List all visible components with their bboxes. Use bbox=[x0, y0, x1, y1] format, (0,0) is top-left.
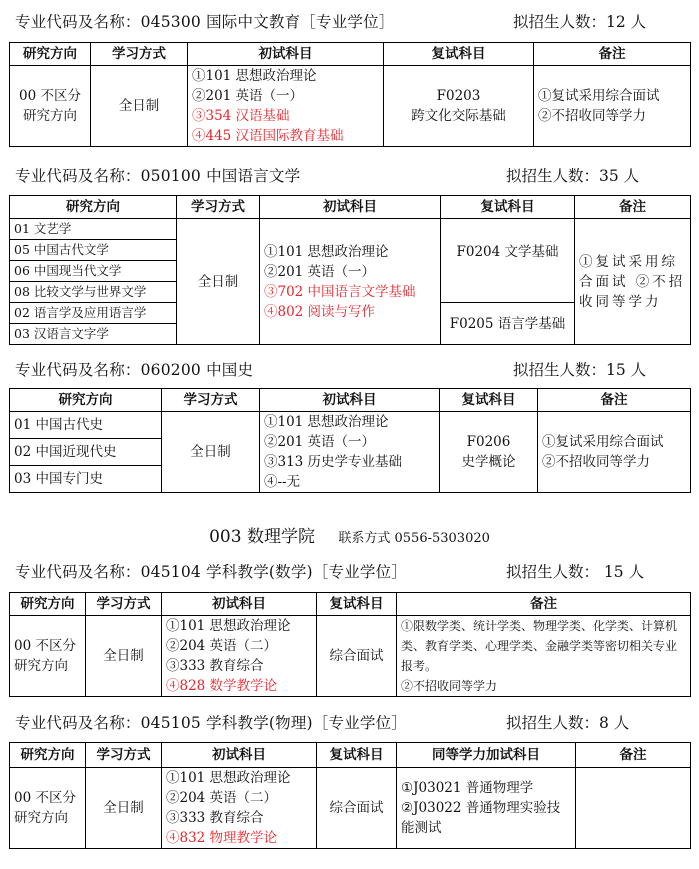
exam-subject-highlighted: ④832 物理教学论 bbox=[166, 830, 278, 846]
notes-cell bbox=[397, 616, 691, 697]
exam-subject: ②204 英语（二） bbox=[166, 790, 278, 806]
header-retest: 复试科目 bbox=[440, 389, 538, 412]
direction-cell: 03 汉语言文字学 bbox=[10, 324, 177, 345]
exam-subject: ①101 思想政治理论 bbox=[166, 770, 291, 786]
admission-table bbox=[9, 742, 691, 849]
exam-subject-highlighted: ④802 阅读与写作 bbox=[264, 303, 376, 320]
mode-cell: 全日制 bbox=[86, 616, 162, 697]
exam-subjects-cell bbox=[162, 616, 317, 697]
note-line: ①复试采用综合面试 bbox=[542, 434, 664, 450]
header-mode: 学习方式 bbox=[162, 389, 260, 412]
direction-cell: 08 比较文学与世界文学 bbox=[10, 282, 177, 303]
exam-subject-highlighted: ④445 汉语国际教育基础 bbox=[192, 128, 344, 144]
major-title: 专业代码及名称：050100 中国语言文学 bbox=[15, 167, 301, 185]
table-row bbox=[10, 219, 691, 240]
header-notes: 备注 bbox=[575, 196, 691, 219]
direction-cell: 02 中国近现代史 bbox=[10, 439, 162, 466]
direction-cell: 01 文艺学 bbox=[10, 219, 177, 240]
notes-cell: ①复试采用综合面试 ②不招收同等学力 bbox=[575, 219, 691, 345]
major-title: 专业代码及名称：045104 学科教学(数学)［专业学位］ bbox=[15, 563, 407, 581]
mode-cell: 全日制 bbox=[91, 66, 188, 147]
header-direction: 研究方向 bbox=[10, 196, 177, 219]
mode-cell: 全日制 bbox=[162, 412, 260, 493]
direction-line: 研究方向 bbox=[23, 108, 77, 124]
college-heading bbox=[0, 522, 699, 547]
table-row bbox=[10, 66, 691, 147]
exam-subject: ②204 英语（二） bbox=[166, 638, 278, 654]
exam-subject: ②201 英语（一） bbox=[264, 263, 376, 280]
header-retest: 复试科目 bbox=[317, 593, 397, 616]
header-mode: 学习方式 bbox=[91, 43, 188, 66]
direction-cell: 00 不区分研究方向 bbox=[10, 616, 86, 697]
section-045105 bbox=[9, 711, 690, 846]
header-equivalent-exams: 同等学力加试科目 bbox=[397, 743, 576, 768]
note-line: ②不招收同等学力 bbox=[401, 679, 498, 693]
direction-cell: 05 中国古代文学 bbox=[10, 240, 177, 261]
exam-subject: ④--无 bbox=[264, 474, 301, 490]
enrollment-quota: 拟招生人数： 15 人 bbox=[506, 563, 645, 581]
exam-subject: ③313 历史学专业基础 bbox=[264, 454, 403, 470]
section-045104 bbox=[9, 560, 690, 694]
table-header-row bbox=[10, 43, 691, 66]
exam-subject-highlighted: ④828 数学教学论 bbox=[166, 678, 278, 694]
section-060200 bbox=[9, 358, 690, 490]
exam-subject: ②201 英语（一） bbox=[264, 434, 376, 450]
table-header-row bbox=[10, 743, 691, 768]
direction-cell: 00 不区分研究方向 bbox=[10, 768, 86, 849]
exam-subject: ①101 思想政治理论 bbox=[264, 243, 389, 260]
retest-cell bbox=[440, 412, 538, 493]
exam-subject: ③333 教育综合 bbox=[166, 658, 264, 674]
equivalent-exam: ②J03022 普通物理实验技能测试 bbox=[401, 800, 561, 836]
enrollment-quota: 拟招生人数：35 人 bbox=[506, 167, 640, 185]
retest-subject: 跨文化交际基础 bbox=[411, 108, 506, 124]
major-title-row bbox=[9, 164, 690, 188]
header-notes: 备注 bbox=[534, 43, 691, 66]
major-title: 专业代码及名称：045105 学科教学(物理)［专业学位］ bbox=[15, 714, 407, 732]
header-retest: 复试科目 bbox=[384, 43, 534, 66]
enrollment-quota: 拟招生人数：12 人 bbox=[513, 13, 647, 31]
header-mode: 学习方式 bbox=[177, 196, 260, 219]
college-contact: 联系方式 0556-5303020 bbox=[338, 531, 490, 546]
header-mode: 学习方式 bbox=[86, 743, 162, 768]
exam-subjects-cell bbox=[260, 412, 440, 493]
exam-subjects-cell bbox=[162, 768, 317, 849]
exam-subject-highlighted: ③354 汉语基础 bbox=[192, 108, 290, 124]
retest-code: F0206 bbox=[466, 434, 511, 450]
major-title: 专业代码及名称：060200 中国史 bbox=[15, 361, 254, 379]
admission-table bbox=[9, 388, 691, 493]
exam-subject: ①101 思想政治理论 bbox=[166, 618, 291, 634]
table-header-row bbox=[10, 593, 691, 616]
major-title-row bbox=[9, 10, 690, 34]
header-direction: 研究方向 bbox=[10, 593, 86, 616]
exam-subjects-cell bbox=[188, 66, 384, 147]
table-row bbox=[10, 616, 691, 697]
exam-subject: ①101 思想政治理论 bbox=[192, 68, 317, 84]
exam-subjects-cell bbox=[260, 219, 441, 345]
major-title: 专业代码及名称：045300 国际中文教育［专业学位］ bbox=[15, 13, 395, 31]
header-direction: 研究方向 bbox=[10, 743, 86, 768]
notes-cell bbox=[576, 768, 691, 849]
header-retest: 复试科目 bbox=[317, 743, 397, 768]
retest-subject: 史学概论 bbox=[461, 454, 516, 470]
equivalent-exams-cell bbox=[397, 768, 576, 849]
retest-cell bbox=[384, 66, 534, 147]
retest-cell: F0205 语言学基础 bbox=[441, 303, 575, 345]
header-exam-subjects: 初试科目 bbox=[162, 593, 317, 616]
header-mode: 学习方式 bbox=[86, 593, 162, 616]
direction-cell: 01 中国古代史 bbox=[10, 412, 162, 439]
table-row bbox=[10, 412, 691, 439]
header-exam-subjects: 初试科目 bbox=[188, 43, 384, 66]
exam-subject: ①101 思想政治理论 bbox=[264, 414, 389, 430]
retest-cell: 综合面试 bbox=[317, 768, 397, 849]
note-line: ①限数学类、统计学类、物理学类、化学类、计算机类、教育学类、心理学类、金融学类等密切相关专业报考。 bbox=[401, 619, 678, 673]
major-title-row bbox=[9, 358, 690, 382]
admission-table bbox=[9, 195, 691, 345]
header-notes: 备注 bbox=[576, 743, 691, 768]
header-direction: 研究方向 bbox=[10, 389, 162, 412]
exam-subject: ②201 英语（一） bbox=[192, 88, 304, 104]
section-045300 bbox=[9, 10, 690, 144]
notes-cell bbox=[534, 66, 691, 147]
section-050100 bbox=[9, 164, 690, 341]
admission-table bbox=[9, 42, 691, 147]
direction-cell: 06 中国现当代文学 bbox=[10, 261, 177, 282]
direction-line: 00 不区分 bbox=[19, 88, 81, 104]
equivalent-exam: ①J03021 普通物理学 bbox=[401, 780, 534, 796]
exam-subject: ③333 教育综合 bbox=[166, 810, 264, 826]
header-notes: 备注 bbox=[397, 593, 691, 616]
table-header-row bbox=[10, 389, 691, 412]
direction-cell: 03 中国专门史 bbox=[10, 466, 162, 493]
notes-cell bbox=[538, 412, 691, 493]
table-header-row bbox=[10, 196, 691, 219]
note-line: ②不招收同等学力 bbox=[542, 454, 650, 470]
header-retest: 复试科目 bbox=[441, 196, 575, 219]
retest-cell: 综合面试 bbox=[317, 616, 397, 697]
mode-cell: 全日制 bbox=[86, 768, 162, 849]
header-notes: 备注 bbox=[538, 389, 691, 412]
retest-cell: F0204 文学基础 bbox=[441, 219, 575, 303]
direction-cell bbox=[10, 66, 91, 147]
college-name: 003 数理学院 bbox=[209, 527, 315, 547]
exam-subject-highlighted: ③702 中国语言文学基础 bbox=[264, 283, 416, 300]
header-exam-subjects: 初试科目 bbox=[260, 389, 440, 412]
direction-cell: 02 语言学及应用语言学 bbox=[10, 303, 177, 324]
note-line: ②不招收同等学力 bbox=[538, 108, 646, 124]
enrollment-quota: 拟招生人数：8 人 bbox=[506, 714, 630, 732]
mode-cell: 全日制 bbox=[177, 219, 260, 345]
admission-table bbox=[9, 592, 691, 697]
retest-code: F0203 bbox=[436, 88, 481, 104]
major-title-row bbox=[9, 560, 690, 584]
enrollment-quota: 拟招生人数：15 人 bbox=[513, 361, 647, 379]
note-line: ①复试采用综合面试 bbox=[538, 88, 660, 104]
header-exam-subjects: 初试科目 bbox=[162, 743, 317, 768]
header-exam-subjects: 初试科目 bbox=[260, 196, 441, 219]
header-direction: 研究方向 bbox=[10, 43, 91, 66]
table-row bbox=[10, 768, 691, 849]
major-title-row bbox=[9, 711, 690, 735]
